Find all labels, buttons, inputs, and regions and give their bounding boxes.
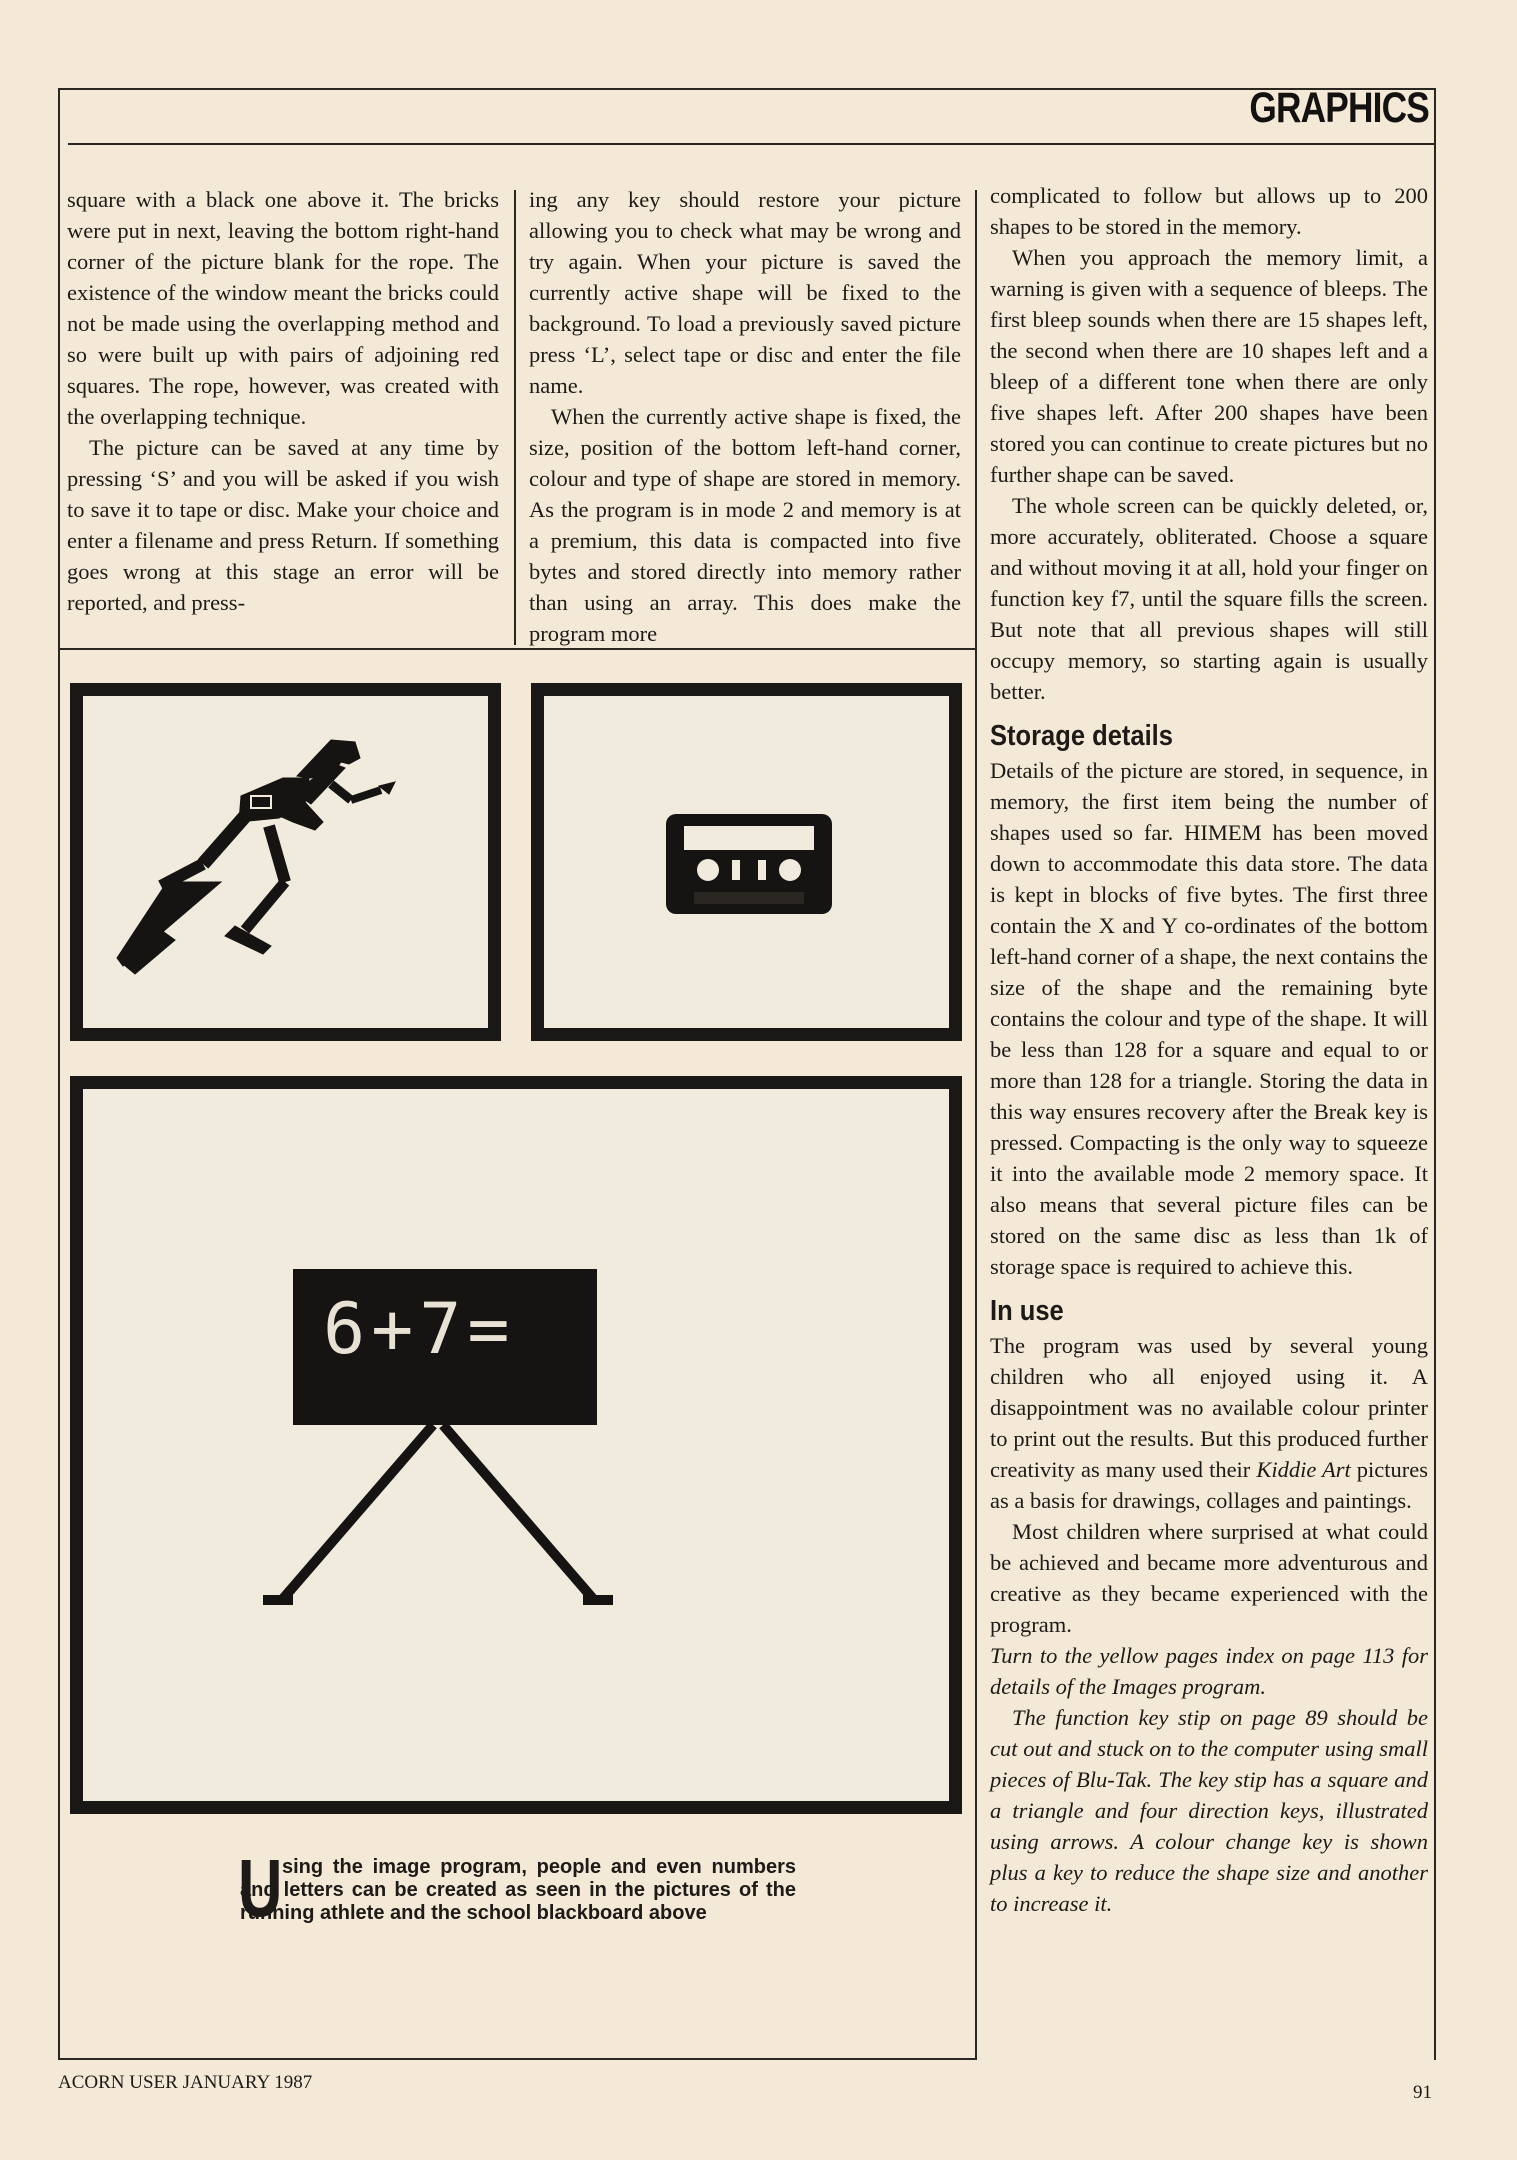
bottom-rule xyxy=(58,2058,977,2060)
blackboard-screen-panel xyxy=(70,1076,962,1814)
caption-dropcap: U xyxy=(238,1843,283,1934)
section-title: GRAPHICS xyxy=(1249,84,1429,132)
col-divider-2 xyxy=(975,190,977,2060)
text-column-3 xyxy=(990,180,1428,1919)
paragraph: When you approach the memory limit, a warning is given with a sequence of bleeps. The first bleep sounds when there are 15 shapes left, the second when there are 10 shapes left and a bleep of a different tone when there are only five shapes left. After 200 shapes have been stored you can continue to create pictures but no further shape can be saved. xyxy=(990,245,1428,487)
left-frame-rule xyxy=(58,88,60,2060)
figure-caption: sing the image program, people and even numbers and letters can be created as seen in the pictures of the running athlete and the school blackboard above xyxy=(240,1856,796,1924)
text-column-2 xyxy=(529,184,961,649)
cassette-tape-image xyxy=(544,696,949,1028)
athlete-screen-panel xyxy=(70,683,501,1041)
paragraph: complicated to follow but allows up to 200 shapes to be stored in the memory. xyxy=(990,183,1428,239)
paragraph: Most children where surprised at what could be achieved and became more adventurous and creative as they became experienced with the program. xyxy=(990,1519,1428,1637)
blackboard-equation: 6+7= xyxy=(323,1288,516,1370)
subheading-storage-details: Storage details xyxy=(990,720,1173,752)
paragraph: The whole screen can be quickly deleted, or, more accurately, obliterated. Choose a square and without moving it at all, hold your finger on function key f7, until the square fills the screen. But note that all previous shapes will still occupy memory, so starting again is usually better. xyxy=(990,493,1428,704)
paragraph: When the currently active shape is fixed, the size, position of the bottom left-hand corner, colour and type of shape are stored in memory. As the program is in mode 2 and memory is at a premium, this data is compacted into five bytes and stored directly into memory rather than using an array. This does make the program more xyxy=(529,404,961,646)
running-athlete-image xyxy=(83,696,488,1028)
note-paragraph: The function key stip on page 89 should be cut out and stuck on to the computer using small pieces of Blu-Tak. The key stip has a square and a triangle and four direction keys, illustrated using arrows. A colour change key is shown plus a key to reduce the shape size and another to increase it. xyxy=(990,1705,1428,1916)
note-paragraph: Turn to the yellow pages index on page 113 for details of the Images program. xyxy=(990,1643,1428,1699)
paragraph: Details of the picture are stored, in sequence, in memory, the first item being the number of shapes used so far. HIMEM has been moved down to accommodate this data store. The data is kept in blocks of five bytes. The first three contain the X and Y co-ordinates of the bottom left-hand corner of a shape, the next contains the size of the shape and the remaining byte contains the colour and type of the shape. It will be less than 128 for a square and equal to or more than 128 for a triangle. Storing the data in this way ensures recovery after the Break key is pressed. Compacting is the only way to squeeze it into the available mode 2 memory space. It also means that several picture files can be stored on the same disc as less than 1k of storage space is required to achieve this. xyxy=(990,758,1428,1279)
subheading-in-use: In use xyxy=(990,1295,1064,1327)
paragraph: The picture can be saved at any time by pressing ‘S’ and you will be asked if you wish to save it to tape or disc. Make your choice and enter a filename and press Return. If something goes wrong at this stage an error will be reported, and press- xyxy=(67,435,499,615)
easel-legs xyxy=(83,1089,949,1801)
publication-footer: ACORN USER JANUARY 1987 xyxy=(58,2072,313,2093)
col-divider-1 xyxy=(514,190,516,645)
cassette-screen-panel xyxy=(531,683,962,1041)
top-rule xyxy=(58,88,1436,90)
paragraph: square with a black one above it. The bricks were put in next, leaving the bottom right-hand corner of the picture blank for the rope. The existence of the window meant the bricks could not be made using the overlapping method and so were built up with pairs of adjoining red squares. The rope, however, was created with the overlapping technique. xyxy=(67,187,499,429)
paragraph: The program was used by several young children who all enjoyed using it. A disappointment was no available colour printer to print out the results. But this produced further creativity as many used their Kiddie Art pictures as a basis for drawings, collages and paintings. xyxy=(990,1333,1428,1513)
page-number: 91 xyxy=(1413,2082,1432,2103)
right-frame-rule xyxy=(1434,88,1436,2060)
paragraph: ing any key should restore your picture allowing you to check what may be wrong and try again. When your picture is saved the currently active shape will be fixed to the background. To load a previously saved picture press ‘L’, select tape or disc and enter the file name. xyxy=(529,187,961,398)
text-column-1 xyxy=(67,184,499,618)
header-underline xyxy=(68,143,1436,145)
